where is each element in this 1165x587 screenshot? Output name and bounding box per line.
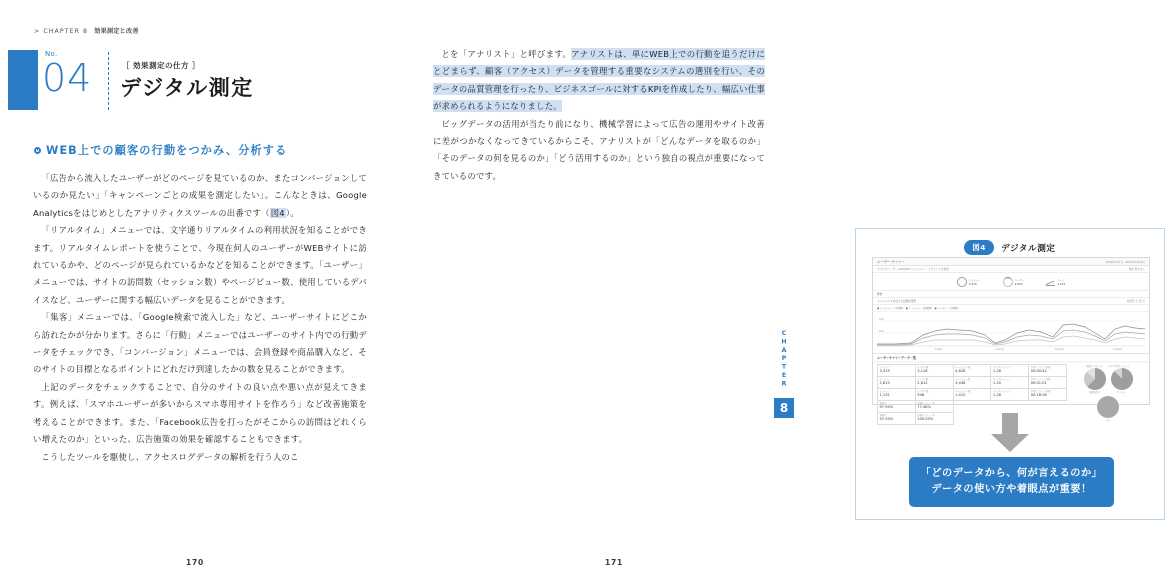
chart-legend: ● セッション（今期間） ● セッション（前期間） ● ユーザー（今期間） <box>873 305 1149 312</box>
highlighted-passage: アナリストは、単にWEB上での行動を追うだけにとどまらず、顧客（アクセス）データを管理する重要なシステムの選別を行い、そのデータの品質管理を行ったり、ビジネスゴールに対するKPIを作成したり、幅広い仕事が求められるようになりました。 <box>433 49 765 112</box>
figure-reference: 図4 <box>270 207 285 218</box>
metric-label: 直帰率 <box>879 414 887 417</box>
callout-box <box>909 457 1114 507</box>
metric-cell <box>878 377 916 389</box>
kpi-card <box>1003 277 1025 287</box>
metric-label: 新規セッション率 <box>917 414 935 417</box>
kpi-value: 2,815 <box>1014 282 1023 286</box>
paragraph-4: 上記のデータをチェックすることで、自分のサイトの良い点や悪い点が見えてきます。例えば、「スマホユーザーが多いからスマホ専用サイトを作ろう」など改善施策を考えることができます。また、「Facebook広告を打ったがそこからの訪問はどれくらい増えたのか」といった、広告施策の効果を確認することもできます。 <box>33 381 367 445</box>
accent-bar <box>8 50 38 110</box>
pie-chart-browser <box>1111 368 1133 390</box>
metric-label: ページ/セッション <box>992 390 1012 393</box>
metric-value: 3,315 <box>879 369 890 373</box>
section-number: 04 <box>42 56 93 100</box>
chapter-thumb-tab <box>774 330 794 418</box>
metric-cell <box>954 389 992 401</box>
chapter-tab-number: 8 <box>774 398 794 418</box>
metric-cell <box>1029 377 1067 389</box>
subheading-text: WEB上での顧客の行動をつかみ、分析する <box>46 144 288 157</box>
metric-label: ユーザー数 <box>917 378 929 381</box>
metric-cell <box>991 365 1029 377</box>
kpi-label: ページ <box>1057 279 1065 282</box>
callout-line-1: 「どのデータから、何が言えるのか」 <box>920 468 1103 479</box>
section-title: デジタル測定 <box>120 76 254 100</box>
pie-chart-new-vs-returning <box>1084 368 1106 390</box>
metric-cell <box>991 377 1029 389</box>
paragraph-7: ビッグデータの活用が当たり前になり、機械学習によって広告の運用やサイト改善に差がつかなくなってきているからこそ、アナリストが「どんなデータを取るのか」「そのデータの何を見るのか」「どう活用するのか」という独自の視点が重要になってきているのです。 <box>433 118 765 181</box>
paragraph-5: こうしたツールを駆使し、アクセスログデータの解析を行う人のこ <box>41 451 299 462</box>
metric-label: ページ/セッション <box>992 366 1012 369</box>
metric-cell <box>878 365 916 377</box>
metric-cell <box>916 377 954 389</box>
metric-cell <box>916 389 954 401</box>
screenshot-date-range: 2019年4月1日 - 2019年4月30日 <box>1105 260 1145 264</box>
line-chart <box>873 312 1149 354</box>
paragraph-6 <box>433 46 765 116</box>
page-number-right: 171 <box>605 558 624 567</box>
metric-value: 00:00:42 <box>1030 369 1047 373</box>
metric-cell-empty <box>954 401 992 413</box>
paragraph-6-part-a: とを「アナリスト」と呼びます。 <box>441 49 572 59</box>
metric-selector[interactable]: セッション ▾ 対比する指標を選択 <box>877 300 917 303</box>
pie-label: 合計 <box>1105 419 1111 422</box>
metric-cell <box>991 389 1029 401</box>
metric-label: 平均セッション時間 <box>1030 378 1051 381</box>
pie-label: 新規訪問者 <box>1089 391 1100 394</box>
svg-text:4月8日: 4月8日 <box>935 348 943 351</box>
figure-badge: 図4 <box>964 240 994 255</box>
paragraph-1 <box>33 170 367 222</box>
metric-value: 3,118 <box>917 369 928 373</box>
metric-value: 3,448 <box>955 381 966 385</box>
metric-value: 00:18:06 <box>1030 393 1047 397</box>
metric-value: 1.20 <box>992 381 1001 385</box>
analytics-screenshot <box>872 257 1150 422</box>
metric-value: 97.94% <box>879 405 894 409</box>
overview-label: 概要 <box>877 293 883 296</box>
kpi-row <box>873 273 1149 291</box>
screenshot-segment-bar <box>873 266 1149 273</box>
figure-box <box>855 228 1165 520</box>
metric-label: セッション <box>879 366 891 369</box>
paragraph-1-part-a: 「広告から流入したユーザーがどのページを見ているのか、またコンバージョンしているのか見たい」「キャンペーンごとの成果を測定したい」。こんなときは、Google Analyticsをはじめとしたアナリティクスツールの出番です（ <box>33 173 367 218</box>
metric-cell <box>878 401 916 413</box>
kpi-card <box>957 277 981 287</box>
screenshot-header <box>873 258 1149 266</box>
metric-label: ページビュー数 <box>955 378 971 381</box>
segment-label: すべてのユーザー 100.00% セッション ＋ セグメントを追加 <box>877 268 949 271</box>
metric-label: 直帰率 <box>879 402 887 405</box>
metric-cell-empty <box>991 401 1029 413</box>
table-title: ユーザーサマリーデータ一覧 <box>873 354 1149 363</box>
svg-text:4月22日: 4月22日 <box>1055 348 1065 351</box>
paragraph-3: 「集客」メニューでは、「Google検索で流入した」など、ユーザーサイトにどこから訪れたかが分かります。さらに「行動」メニューではユーザーのサイト内での行動データをチェックでき、「コンバージョン」メニューでは、会員登録や商品購入など、そのサイトの目標となるポイントにどれだけ到達したかの数を見ることができます。 <box>33 312 367 375</box>
metric-value: 1.28 <box>992 393 1001 397</box>
metric-value: 2,812 <box>917 381 928 385</box>
metric-label: ページ/セッション <box>992 378 1012 381</box>
metric-value: 97.53% <box>879 417 894 421</box>
export-actions: 保存 書き出し <box>1128 268 1145 271</box>
metric-cell <box>916 365 954 377</box>
sparkline-icon <box>1046 279 1055 286</box>
metric-label: ユーザー数 <box>917 366 929 369</box>
metric-value: 100.00% <box>917 417 934 421</box>
section-kicker: ［ 効果測定の仕方 ］ <box>122 61 201 70</box>
metric-value: 946 <box>917 393 925 397</box>
metric-label: セッション <box>879 390 891 393</box>
metric-cell <box>1029 389 1067 401</box>
metric-label: 平均セッション時間 <box>1030 366 1051 369</box>
running-head-chapter: > CHAPTER 8 <box>34 28 89 35</box>
running-head-title: 効果測定と改善 <box>94 28 139 35</box>
metric-cell-empty <box>1029 401 1067 413</box>
metric-label: ページビュー数 <box>955 366 971 369</box>
subheading <box>34 142 287 158</box>
svg-text:4月29日: 4月29日 <box>1113 348 1123 351</box>
page-gutter <box>400 0 401 587</box>
svg-text:100: 100 <box>879 330 884 333</box>
right-body-text <box>433 46 765 185</box>
paragraph-2: 「リアルタイム」メニューでは、文字通りリアルタイムの利用状況を知ることができます。リアルタイムレポートを使うことで、今現在何人のユーザーがWEBサイトに訪れているかや、どのページが見られているかなどを知ることができます。「ユーザー」メニューでは、サイトの訪問数（セッション数）やページビュー数、使用しているデバイスなど、ユーザーに関する幅広いデータを見ることができます。 <box>33 225 367 305</box>
svg-text:4月15日: 4月15日 <box>995 348 1005 351</box>
kpi-label: ユーザー <box>1014 279 1025 282</box>
down-arrow-icon <box>987 413 1033 453</box>
metric-value: 4,828 <box>955 369 966 373</box>
pie-legend-right: ブラウザ別セッション <box>1107 365 1130 368</box>
chart-toolbar <box>873 298 1149 305</box>
metric-value: 1.28 <box>992 369 1001 373</box>
page-number-left: 170 <box>186 558 205 567</box>
metric-cell <box>954 365 992 377</box>
kpi-card <box>1046 277 1065 287</box>
kpi-value: 3,315 <box>968 282 977 286</box>
metric-label: ユーザー数 <box>917 390 929 393</box>
metric-cell <box>916 401 954 413</box>
left-body-text <box>33 170 367 466</box>
metric-label: 平均セッション時間 <box>1030 390 1051 393</box>
metric-label: セッション <box>879 378 891 381</box>
metric-value: 00:01:01 <box>1030 381 1047 385</box>
metric-value: 77.48% <box>917 405 931 409</box>
metric-value: 1,131 <box>879 393 890 397</box>
running-head <box>34 26 139 35</box>
metric-label: 新規セッション率 <box>917 402 935 405</box>
kpi-label: セッション <box>968 279 981 282</box>
ring-bullet-icon <box>34 147 41 154</box>
metric-value: 1,410 <box>955 393 966 397</box>
chapter-tab-word: CHAPTER <box>780 330 788 389</box>
metric-label: ページビュー数 <box>955 390 971 393</box>
paragraph-1-part-b: ）。 <box>285 207 299 218</box>
section-number-block <box>0 50 330 112</box>
arrow-container <box>856 413 1164 457</box>
metric-value: 2,815 <box>879 381 890 385</box>
metric-cell <box>954 377 992 389</box>
kpi-value: 1,131 <box>1057 282 1066 286</box>
dotted-divider <box>108 52 109 110</box>
section-no-label: No. <box>45 50 58 58</box>
granularity-selector[interactable]: 時間別 日 週 月 <box>1126 300 1145 303</box>
pie-legend-left: 新規とリピーター <box>1086 365 1104 368</box>
pie-row-top <box>1071 368 1145 394</box>
metric-cell <box>878 389 916 401</box>
line-chart-svg <box>877 313 1145 351</box>
metric-cell <box>1029 365 1067 377</box>
ring-chart-icon <box>957 277 967 287</box>
arc-chart-icon <box>1003 277 1013 287</box>
figure-title: デジタル測定 <box>1000 243 1056 254</box>
right-page <box>400 0 1145 587</box>
overview-label-row <box>873 291 1149 298</box>
figure-caption <box>856 237 1164 256</box>
screenshot-header-title: ユーザー サマリー <box>877 259 905 265</box>
svg-text:200: 200 <box>879 318 884 321</box>
callout-line-2: データの使い方や着眼点が重要！ <box>931 484 1092 495</box>
pie-label: モバイル <box>1117 391 1126 394</box>
left-page <box>0 0 400 587</box>
